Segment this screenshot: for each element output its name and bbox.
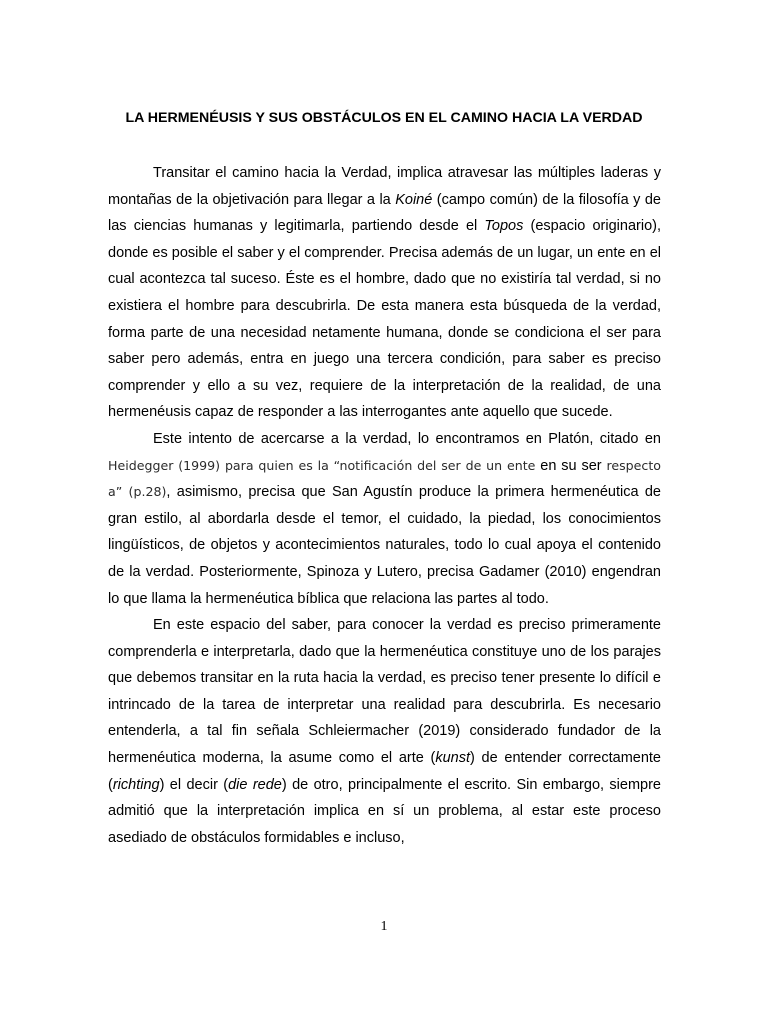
- italic-term: Koiné: [395, 191, 433, 208]
- text-run: Transitar el camino hacia la Verdad, implica atravesar las múltiples laderas y montañas de la objetivación para llegar a la: [108, 165, 661, 208]
- text-run: ) el decir (: [159, 776, 229, 793]
- text-run: Este intento de acercarse a la verdad, lo encontramos en Platón, citado en: [153, 430, 661, 447]
- quoted-citation: Heidegger (1999) para quien es la “notificación del ser de un ente: [108, 457, 536, 473]
- document-body: [108, 160, 661, 851]
- text-run: , asimismo, precisa que San Agustín produce la primera hermenéutica de gran estilo, al abordarla desde el temor, el cuidado, la piedad, los conocimientos lingüísticos, de objetos y acontecimientos naturales, todo lo cual apoya el contenido de la verdad. Posteriormente, Spinoza y Lutero, precisa Gadamer (2010) engendran lo que llama la hermenéutica bíblica que relaciona las partes al todo.: [108, 484, 661, 607]
- italic-term: richting: [112, 776, 160, 793]
- page-number: 1: [380, 919, 388, 934]
- italic-term: Topos: [484, 218, 524, 235]
- paragraph-1: [108, 160, 661, 426]
- italic-term: kunst: [435, 750, 471, 767]
- text-run: (espacio originario), donde es posible el saber y el comprender. Precisa además de un lugar, un ente en el cual acontezca tal suceso. Éste es el hombre, dado que no existiría tal verdad, si no existiera el hombre para descubrirla. De esta manera esta búsqueda de la verdad, forma parte de una necesidad netamente humana, donde se condiciona el ser para saber pero además, entra en juego una tercera condición, para saber es preciso comprender y ello a su vez, requiere de la interpretación de la realidad, de una hermenéusis capaz de responder a las interrogantes ante aquello que sucede.: [108, 218, 661, 421]
- document-title: LA HERMENÉUSIS Y SUS OBSTÁCULOS EN EL CAMINO HACIA LA VERDAD: [125, 110, 643, 126]
- text-run: ) de entender correctamente (: [108, 750, 661, 793]
- quoted-citation: respecto a” (p.28): [108, 457, 661, 500]
- text-run: en su ser: [535, 457, 607, 474]
- paragraph-2: [108, 426, 661, 612]
- text-run: (campo común) de la filosofía y de las ciencias humanas y legitimarla, partiendo desde el: [108, 191, 661, 235]
- text-run: En este espacio del saber, para conocer la verdad es preciso primeramente comprenderla e interpretarla, dado que la hermenéutica constituye uno de los parajes que debemos transitar en la ruta hacia la verdad, es preciso tener presente lo difícil e intrincado de la tarea de interpretar una realidad para descubrirla. Es necesario entenderla, a tal fin señala Schleiermacher (2019) considerado fundador de la hermenéutica moderna, la asume como el arte (: [108, 617, 661, 767]
- italic-term: die rede: [228, 776, 282, 793]
- paragraph-3: [108, 612, 661, 851]
- text-run: ) de otro, principalmente el escrito. Sin embargo, siempre admitió que la interpretación implica en sí un problema, al estar este proceso asediado de obstáculos formidables e incluso,: [108, 776, 661, 846]
